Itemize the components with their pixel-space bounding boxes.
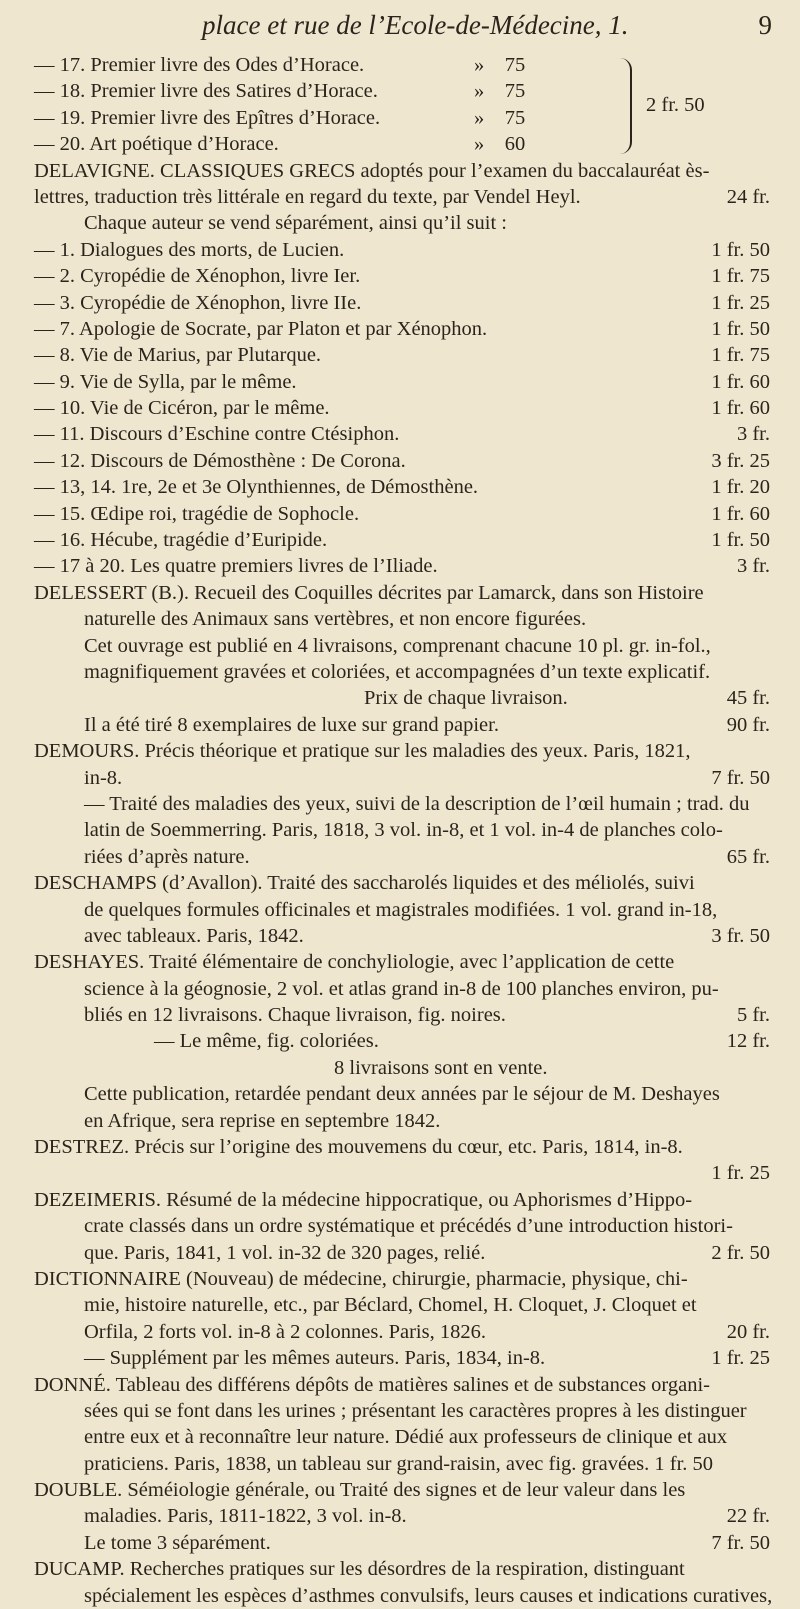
text-line [34,1081,770,1107]
line-price: 2 fr. 50 [711,1241,770,1264]
line-text: — Supplément par les mêmes auteurs. Paris, 1834, in-8. [84,1347,546,1370]
catalogue-text [34,52,773,1609]
line-text: maladies. Paris, 1811-1822, 3 vol. in-8. [84,1505,407,1528]
line-text: crate classés dans un ordre systématique et précédés d’une introduction histori- [84,1215,733,1238]
line-text: 8 livraisons sont en vente. [334,1056,548,1079]
line-text: — 17. Premier livre des Odes d’Horace. [34,54,365,76]
line-price-column: » 75 [474,54,526,76]
line-price: 1 fr. 50 [711,317,770,340]
line-text: — 19. Premier livre des Epîtres d’Horace. [34,106,381,129]
text-line [34,1424,770,1450]
line-text: — Traité des maladies des yeux, suivi de la description de l’œil humain ; trad. du [84,792,750,815]
page-number: 9 [758,10,772,40]
line-price: 90 fr. [726,713,770,736]
text-line [34,949,770,975]
line-text: magnifiquement gravées et coloriées, et accompagnées d’un texte explicatif. [84,660,711,683]
line-text: riées d’après nature. [84,845,250,868]
line-price: 1 fr. 25 [711,1162,770,1185]
text-line [34,553,770,579]
line-price: 1 fr. 60 [711,370,770,393]
text-line [34,1477,770,1503]
line-price: 22 fr. [726,1505,770,1528]
running-header [0,10,800,44]
line-text: entre eux et à reconnaître leur nature. Dédié aux professeurs de clinique et aux [84,1426,728,1449]
text-line [34,263,770,289]
text-line [34,844,770,870]
text-line [34,1134,770,1160]
line-text: — 2. Cyropédie de Xénophon, livre Ier. [34,265,361,288]
text-line [34,712,770,738]
text-line [34,1319,770,1345]
text-line [34,1503,770,1529]
text-line [34,369,770,395]
text-line [34,1372,770,1398]
running-title: place et rue de l’Ecole-de-Médecine, 1. [202,10,629,40]
line-text: DESTREZ. Précis sur l’origine des mouvemens du cœur, etc. Paris, 1814, in-8. [34,1136,683,1159]
line-price: 1 fr. 20 [711,476,770,499]
line-text: lettres, traduction très littérale en regard du texte, par Vendel Heyl. [34,185,581,208]
text-line [34,1345,770,1371]
line-text: — 13, 14. 1re, 2e et 3e Olynthiennes, de Démosthène. [34,476,479,499]
line-price: 7 fr. 50 [711,766,770,789]
text-line [34,1556,770,1582]
text-line [34,685,770,711]
text-line [34,1028,770,1054]
line-text: — 11. Discours d’Eschine contre Ctésiphon. [34,423,400,446]
line-text: DEZEIMERIS. Résumé de la médecine hippocratique, ou Aphorismes d’Hippo- [34,1188,693,1211]
text-line [34,78,770,104]
line-text: Orfila, 2 forts vol. in-8 à 2 colonnes. Paris, 1826. [84,1320,486,1343]
text-line [34,474,770,500]
text-line [34,131,770,157]
line-text: DESHAYES. Traité élémentaire de conchyliologie, avec l’application de cette [34,951,675,974]
line-text: DICTIONNAIRE (Nouveau) de médecine, chirurgie, pharmacie, physique, chi- [34,1267,688,1290]
text-line [34,105,770,131]
text-line [34,791,770,817]
text-line [34,1108,770,1134]
text-line [34,184,770,210]
line-text: — 17 à 20. Les quatre premiers livres de l’Iliade. [34,555,438,578]
line-text: avec tableaux. Paris, 1842. [84,924,304,947]
text-line [34,448,770,474]
line-text: spécialement les espèces d’asthmes convulsifs, leurs causes et indications curatives, [84,1584,773,1607]
text-line [34,290,770,316]
line-text: — 12. Discours de Démosthène : De Corona. [34,449,406,472]
line-text: DELESSERT (B.). Recueil des Coquilles décrites par Lamarck, dans son Histoire [34,581,704,604]
line-price-column: » 60 [474,133,526,156]
line-text: mie, histoire naturelle, etc., par Béclard, Chomel, H. Cloquet, J. Cloquet et [84,1294,697,1317]
line-text: praticiens. Paris, 1838, un tableau sur grand-raisin, avec fig. gravées. 1 fr. 50 [84,1452,714,1475]
line-text: Cette publication, retardée pendant deux années par le séjour de M. Deshayes [84,1083,720,1106]
text-line [34,606,770,632]
text-line [34,633,770,659]
text-line [34,738,770,764]
line-text: DELAVIGNE. CLASSIQUES GRECS adoptés pour l’examen du baccalauréat ès- [34,159,710,182]
line-price: 1 fr. 60 [711,502,770,525]
line-price: 20 fr. [726,1320,770,1343]
line-text: — 18. Premier livre des Satires d’Horace. [34,80,378,103]
line-text: — Le même, fig. coloriées. [154,1030,379,1053]
text-line [34,237,770,263]
line-text: Cet ouvrage est publié en 4 livraisons, comprenant chacune 10 pl. gr. in-fol., [84,634,711,657]
text-line [34,158,770,184]
line-price-column: » 75 [474,106,526,129]
text-line [34,817,770,843]
line-price: 5 fr. [736,1004,770,1027]
line-price: 1 fr. 25 [711,291,770,314]
text-line [34,342,770,368]
line-price: 3 fr. [736,555,770,578]
line-text: que. Paris, 1841, 1 vol. in-32 de 320 pages, relié. [84,1241,486,1264]
line-price: 65 fr. [726,845,770,868]
text-line [34,1213,770,1239]
line-text: Prix de chaque livraison. [364,687,568,710]
line-price: 1 fr. 60 [711,397,770,420]
line-text: sées qui se font dans les urines ; présentant les caractères propres à les distinguer [84,1399,747,1422]
line-text: — 10. Vie de Cicéron, par le même. [34,397,330,420]
line-text: Il a été tiré 8 exemplaires de luxe sur grand papier. [84,713,499,736]
text-line [34,1055,770,1081]
line-text: — 3. Cyropédie de Xénophon, livre IIe. [34,291,362,314]
line-price: 24 fr. [726,185,770,208]
text-line [34,395,770,421]
line-price-column: » 75 [474,80,526,103]
brace-price: 2 fr. 50 [646,94,705,116]
line-price: 3 fr. 25 [711,449,770,472]
line-text: naturelle des Animaux sans vertèbres, et non encore figurées. [84,608,587,631]
line-text: — 20. Art poétique d’Horace. [34,133,279,156]
text-line [34,1583,773,1609]
text-line [34,421,770,447]
line-text: — 16. Hécube, tragédie d’Euripide. [34,529,328,552]
line-price: 1 fr. 75 [711,265,770,288]
text-line [34,1187,770,1213]
text-line [34,659,770,685]
text-line [34,765,770,791]
text-line [34,1266,770,1292]
text-line [34,1451,770,1477]
text-line [34,527,770,553]
text-line [34,1002,770,1028]
text-line [34,1160,770,1186]
line-text: DESCHAMPS (d’Avallon). Traité des saccharolés liquides et des méliolés, suivi [34,872,695,895]
line-text: — 1. Dialogues des morts, de Lucien. [34,238,345,261]
line-price: 7 fr. 50 [711,1531,770,1554]
line-price: 1 fr. 50 [711,529,770,552]
line-price: 1 fr. 25 [711,1347,770,1370]
text-line [34,210,770,236]
text-line [34,501,770,527]
line-text: — 9. Vie de Sylla, par le même. [34,370,297,393]
text-line [34,52,770,78]
text-line [34,1240,770,1266]
line-text: en Afrique, sera reprise en septembre 1842. [84,1109,441,1132]
line-text: Le tome 3 séparément. [84,1531,271,1554]
text-line [34,580,770,606]
text-line [34,1398,770,1424]
line-text: DEMOURS. Précis théorique et pratique sur les maladies des yeux. Paris, 1821, [34,740,691,763]
line-text: — 8. Vie de Marius, par Plutarque. [34,344,322,367]
line-text: Chaque auteur se vend séparément, ainsi qu’il suit : [84,212,507,235]
text-line [34,976,770,1002]
line-text: DUCAMP. Recherches pratiques sur les désordres de la respiration, distinguant [34,1558,685,1581]
text-line [34,316,770,342]
line-text: bliés en 12 livraisons. Chaque livraison, fig. noires. [84,1004,506,1027]
text-line [34,1292,770,1318]
line-price: 12 fr. [726,1030,770,1053]
text-line [34,897,770,923]
line-text: science à la géognosie, 2 vol. et atlas grand in-8 de 100 planches environ, pu- [84,977,719,1000]
line-text: de quelques formules officinales et magistrales modifiées. 1 vol. grand in-18, [84,898,718,921]
text-line [34,870,770,896]
text-line [34,923,770,949]
line-price: 45 fr. [726,687,770,710]
line-price: 3 fr. [736,423,770,446]
line-text: — 7. Apologie de Socrate, par Platon et par Xénophon. [34,317,488,340]
line-text: latin de Soemmerring. Paris, 1818, 3 vol. in-8, et 1 vol. in-4 de planches colo- [84,819,723,842]
line-text: — 15. Œdipe roi, tragédie de Sophocle. [34,502,360,525]
line-price: 1 fr. 50 [711,238,770,261]
line-price: 1 fr. 75 [711,344,770,367]
line-text: DONNÉ. Tableau des différens dépôts de matières salines et de substances organi- [34,1373,711,1396]
line-text: in-8. [84,766,123,789]
line-price: 3 fr. 50 [711,924,770,947]
line-text: DOUBLE. Séméiologie générale, ou Traité des signes et de leur valeur dans les [34,1479,686,1502]
text-line [34,1530,770,1556]
